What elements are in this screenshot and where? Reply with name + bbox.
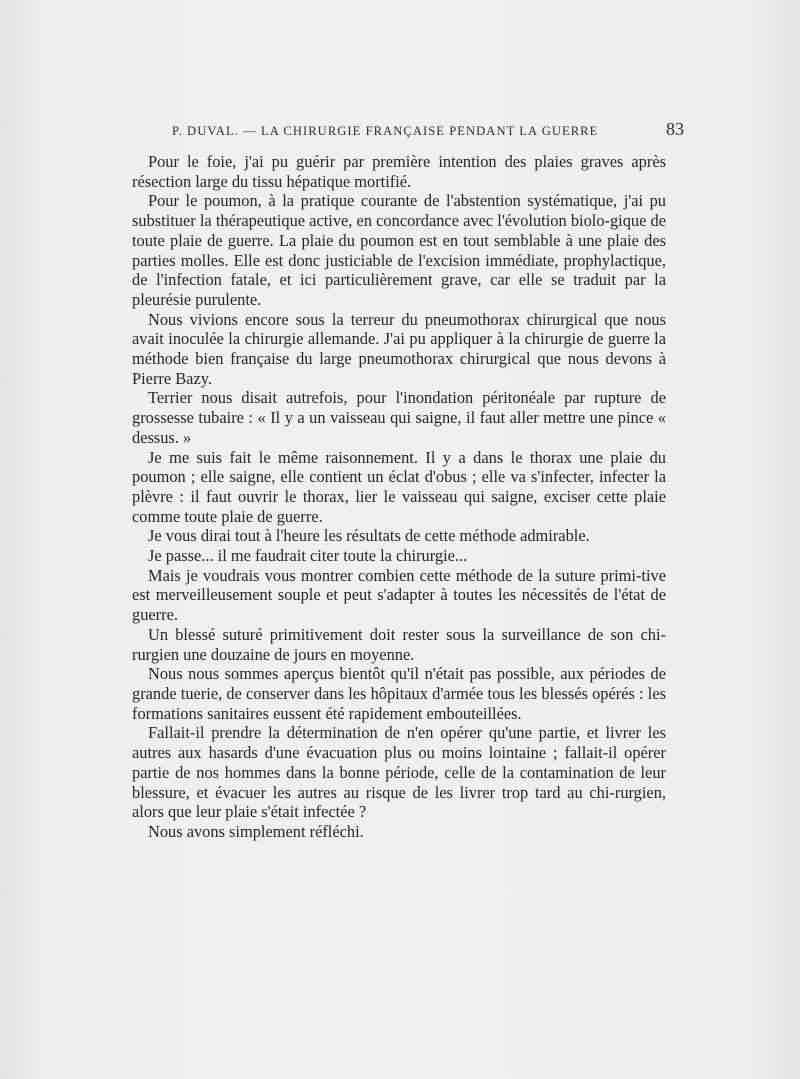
paragraph-3: Nous vivions encore sous la terreur du pneumothorax chirurgical que nous avait inoculée la chirurgie allemande. J'ai pu appliquer à la chirurgie de guerre la méthode bien française du large pneumothorax chirurgical que nous devons à Pierre Bazy. — [132, 309, 666, 388]
paragraph-2: Pour le poumon, à la pratique courante de l'abstention systématique, j'ai pu substituer la thérapeutique active, en concordance avec l'évolution biolo-gique de toute plaie de guerre. La plaie du poumon est en tout semblable à une plaie des parties molles. Elle est donc justiciable de l'excision immédiate, prophylactique, de l'infection fatale, et ici particulièrement grave, car elle se traduit par la pleurésie purulente. — [132, 191, 666, 309]
paragraph-6: Je vous dirai tout à l'heure les résultats de cette méthode admirable. — [148, 526, 590, 546]
paragraph-4: Terrier nous disait autrefois, pour l'inondation péritonéale par rupture de grossesse tubaire : « Il y a un vaisseau qui saigne, il faut aller mettre une pince « dessus. » — [132, 388, 666, 447]
paragraph-7: Je passe... il me faudrait citer toute la chirurgie... — [148, 546, 468, 566]
paragraph-5: Je me suis fait le même raisonnement. Il y a dans le thorax une plaie du poumon ; elle saigne, elle contient un éclat d'obus ; elle va s'infecter, infecter la plèvre : il faut ouvrir le thorax, lier le vaisseau qui saigne, exciser cette plaie comme toute plaie de guerre. — [132, 447, 666, 526]
running-title: P. DUVAL. — LA CHIRURGIE FRANÇAISE PENDANT LA GUERRE — [172, 124, 599, 138]
paragraph-10: Nous nous sommes aperçus bientôt qu'il n'était pas possible, aux périodes de grande tuerie, de conserver dans les hôpitaux d'armée tous les blessés opérés : les formations sanitaires eussent été rapidement embouteillées. — [132, 664, 666, 723]
page-header — [132, 119, 684, 142]
body-text — [132, 152, 666, 842]
paragraph-9: Un blessé suturé primitivement doit rester sous la surveillance de son chi-rurgien une douzaine de jours en moyenne. — [132, 624, 666, 664]
paragraph-8: Mais je voudrais vous montrer combien cette méthode de la suture primi-tive est merveilleusement souple et peut s'adapter à toutes les nécessités de l'état de guerre. — [132, 565, 666, 625]
paragraph-1: Pour le foie, j'ai pu guérir par première intention des plaies graves après résection large du tissu hépatique mortifié. — [132, 152, 666, 191]
page-number: 83 — [666, 119, 684, 139]
paragraph-11: Fallait-il prendre la détermination de n'en opérer qu'une partie, et livrer les autres aux hasards d'une évacuation plus ou moins lointaine ; fallait-il opérer partie de nos hommes dans la bonne période, celle de la contamination de leur blessure, et évacuer les autres au risque de les livrer trop tard au chi-rurgien, alors que leur plaie s'était infectée ? — [132, 723, 666, 822]
paragraph-12: Nous avons simplement réfléchi. — [148, 821, 364, 841]
